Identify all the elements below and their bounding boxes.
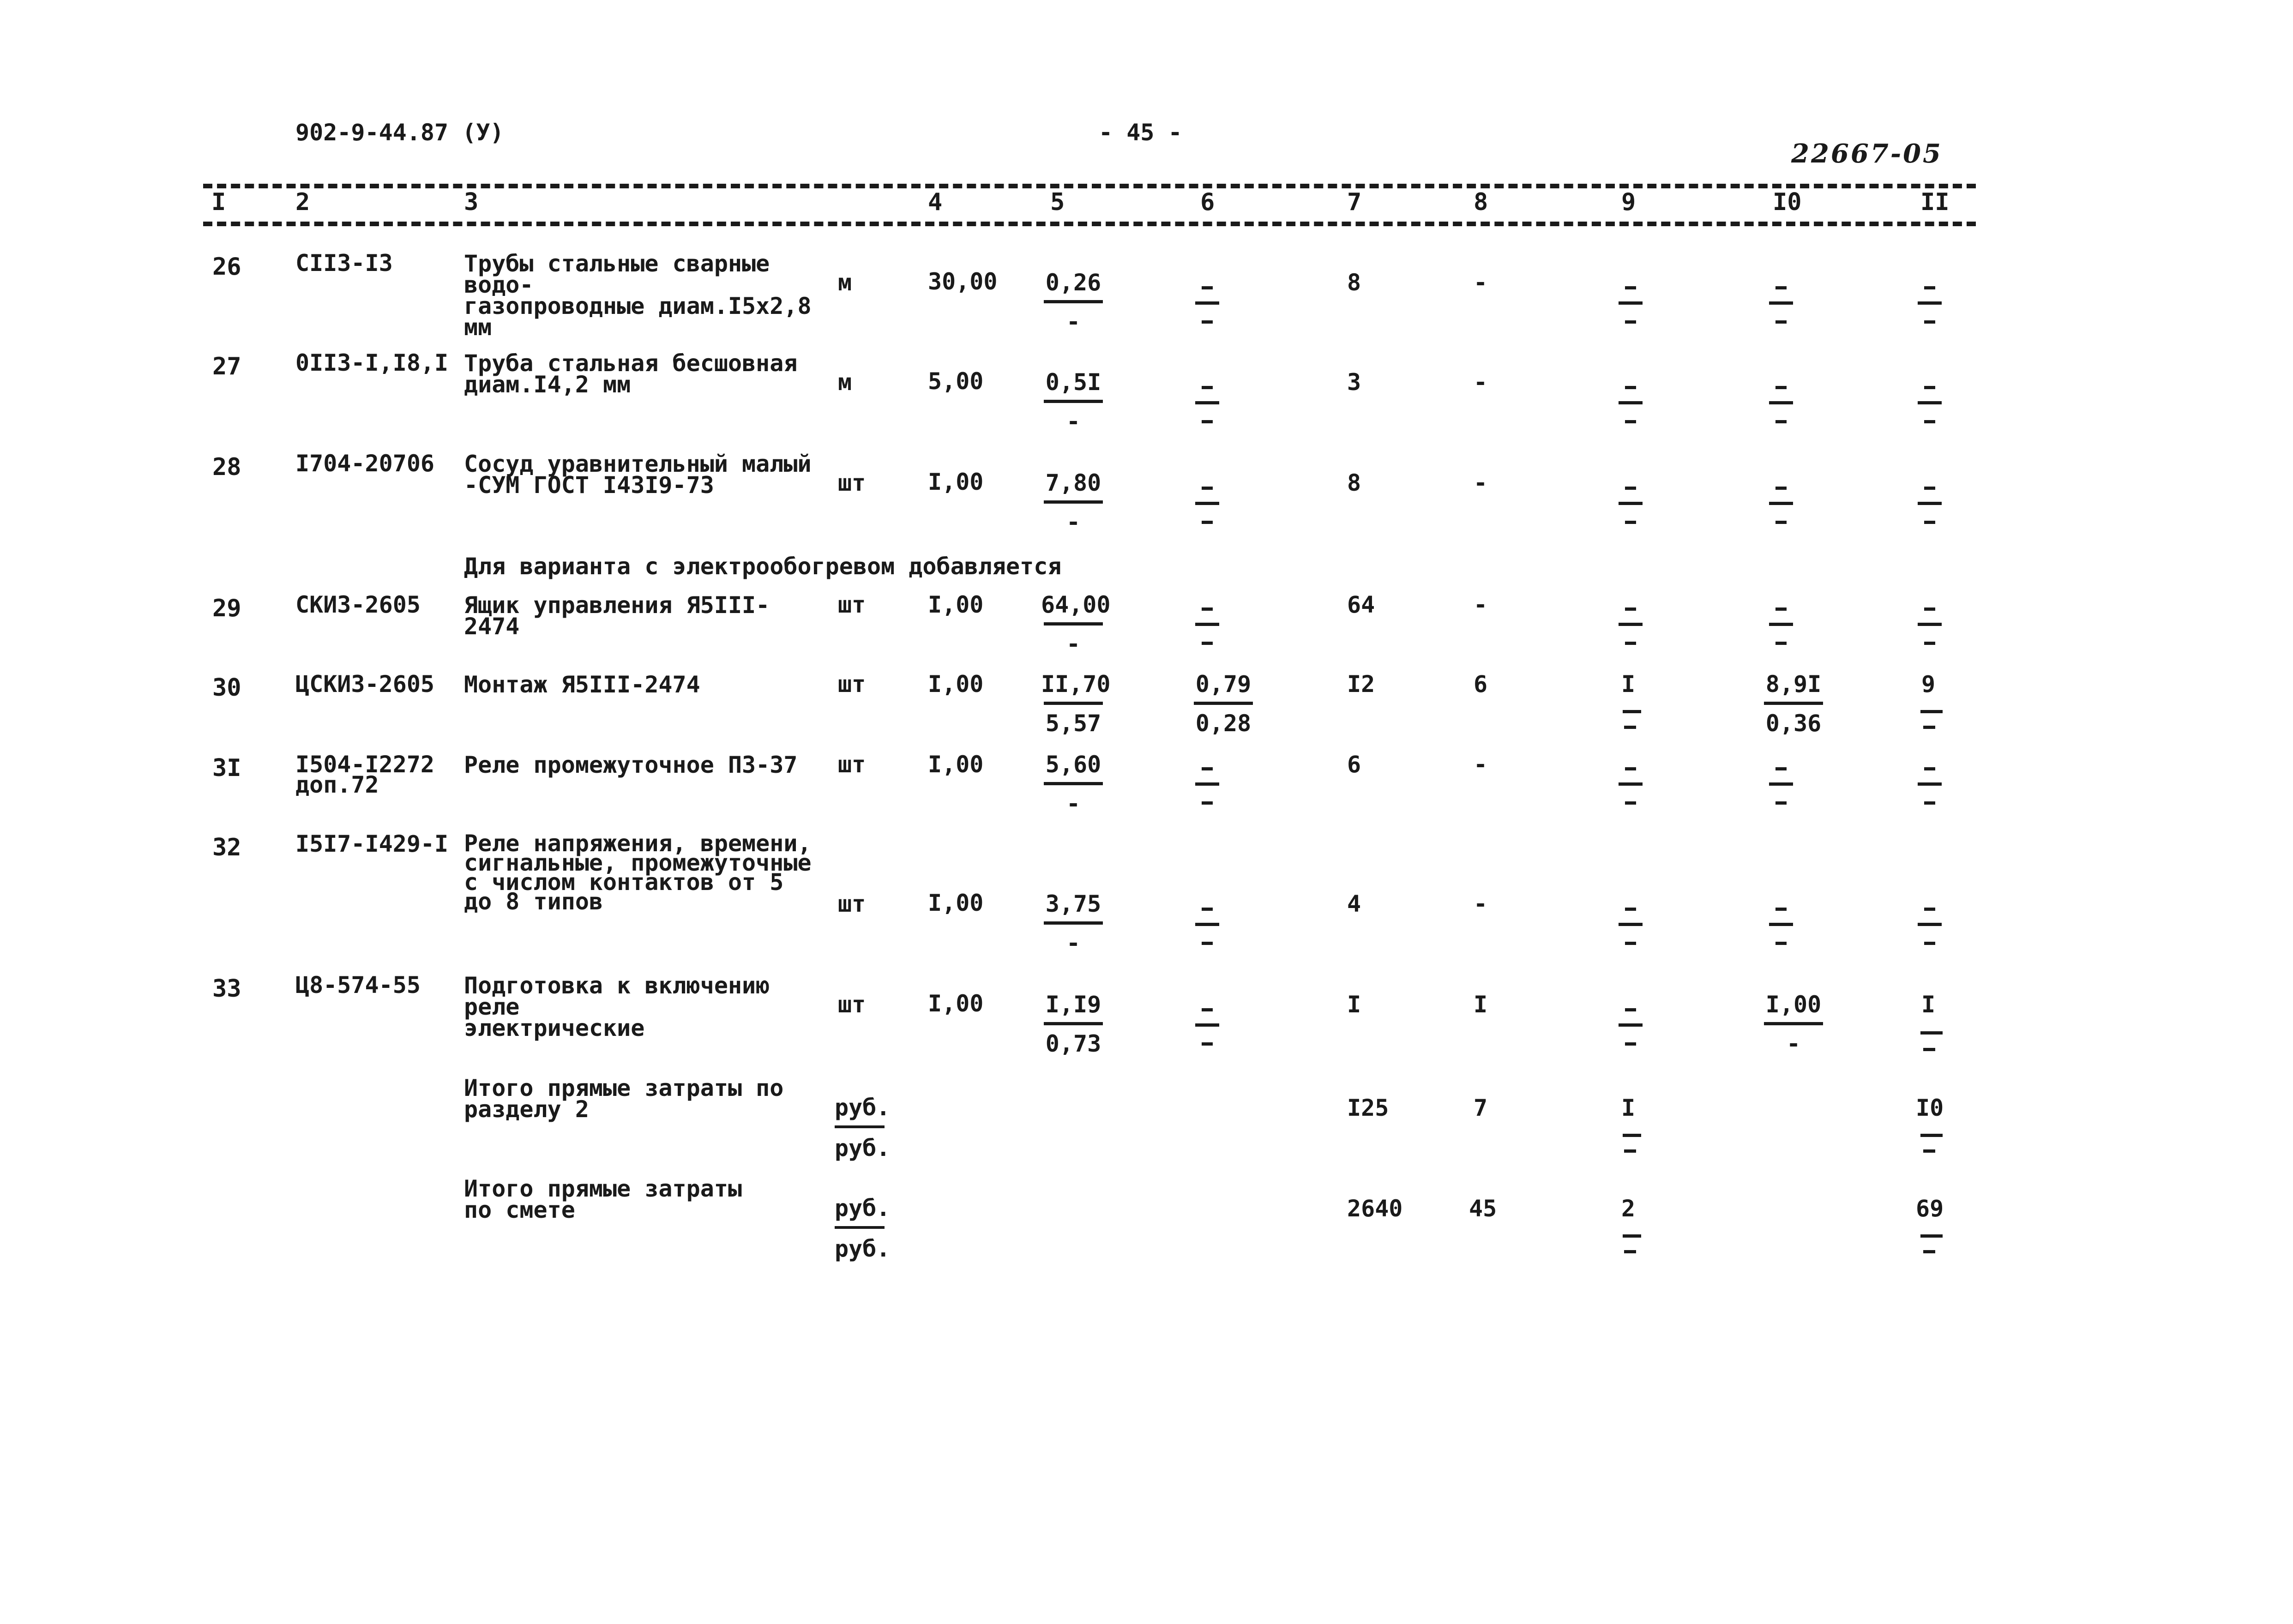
col11-bottom-dash <box>1923 1149 1935 1153</box>
row-name: Сосуд уравнительный малый -СУМ ГОСТ I43I9-73 <box>464 451 812 499</box>
col5-bottom: - <box>1066 408 1081 435</box>
fraction-bar <box>835 1125 885 1128</box>
row-code: I504-I2272 доп.72 <box>295 751 435 798</box>
col10-dash <box>1767 276 1795 324</box>
row-col8: - <box>1474 269 1488 296</box>
row-col7: I2 <box>1347 671 1375 698</box>
col6-dash <box>1193 597 1221 645</box>
row-col6-fraction <box>1191 672 1256 735</box>
row-number: 26 <box>212 253 241 281</box>
row-col5-fraction <box>1041 671 1111 737</box>
total-col9: 2 <box>1621 1195 1636 1222</box>
row-name: Трубы стальные сварные водо- газопроводные диам.I5x2,8 мм <box>464 250 812 341</box>
total-col11: I0 <box>1916 1095 1944 1121</box>
col5-bottom: - <box>1066 790 1081 817</box>
row-quantity: I,00 <box>928 990 984 1017</box>
row-name: Ящик управления Я5III-2474 <box>464 592 770 640</box>
total-col7: 2640 <box>1347 1195 1403 1222</box>
col9-dash <box>1617 998 1644 1046</box>
row-col10-fraction <box>1761 992 1826 1056</box>
col10-top: I,00 <box>1765 991 1822 1018</box>
total-unit-fraction <box>835 1096 890 1160</box>
col11-bottom-dash <box>1923 1048 1935 1051</box>
fraction-bar <box>1194 702 1253 705</box>
total-col8: 45 <box>1469 1195 1497 1222</box>
row-col7: 64 <box>1347 591 1375 618</box>
row-name: Монтаж Я5III-2474 <box>464 671 700 698</box>
total-label: Итого прямые затраты по разделу 2 <box>464 1075 784 1123</box>
variant-note: Для варианта с электрообогревом добавляется <box>464 553 1062 580</box>
row-quantity: I,00 <box>928 671 984 698</box>
col5-bottom: - <box>1066 930 1081 956</box>
column-header-9: 9 <box>1621 188 1636 216</box>
row-number: 33 <box>212 975 241 1003</box>
total-unit-top: руб. <box>835 1094 891 1121</box>
col11-dash <box>1916 376 1944 423</box>
row-unit: шт <box>838 991 866 1018</box>
column-header-6: 6 <box>1200 188 1215 216</box>
col11-bottom-dash <box>1920 1031 1943 1035</box>
col9-bottom-dash <box>1623 1234 1641 1238</box>
row-col5-fraction <box>1041 471 1106 534</box>
row-number: 3I <box>212 754 241 782</box>
row-col8: 6 <box>1474 671 1488 698</box>
total-unit-bottom: руб. <box>835 1135 891 1161</box>
row-col7: 8 <box>1347 269 1361 296</box>
row-col9: I <box>1621 671 1636 698</box>
column-header-7: 7 <box>1347 188 1362 216</box>
col9-bottom-dash <box>1623 710 1641 713</box>
col5-bottom: - <box>1066 509 1081 535</box>
row-col7: 4 <box>1347 890 1361 917</box>
archive-number: 22667-05 <box>1791 138 1943 169</box>
col5-top: 0,26 <box>1045 269 1101 296</box>
fraction-bar <box>1044 400 1103 403</box>
row-code: СКИ3-2605 <box>295 591 421 618</box>
row-col8: I <box>1474 991 1488 1018</box>
col5-top: 3,75 <box>1045 890 1101 917</box>
column-header-10: I0 <box>1773 188 1802 216</box>
column-header-3: 3 <box>464 188 479 216</box>
row-unit: шт <box>838 591 866 618</box>
col9-bottom-dash <box>1624 1149 1636 1153</box>
col5-top: I,I9 <box>1045 991 1101 1018</box>
col5-top: 7,80 <box>1045 469 1101 496</box>
col11-bottom-dash <box>1920 710 1943 713</box>
row-col8: - <box>1474 369 1488 396</box>
row-quantity: I,00 <box>928 591 984 618</box>
total-col8: 7 <box>1474 1095 1488 1121</box>
row-unit: м <box>838 269 852 296</box>
row-quantity: I,00 <box>928 751 984 778</box>
total-unit-fraction <box>835 1197 890 1260</box>
col6-dash <box>1193 476 1221 524</box>
col11-dash <box>1916 276 1944 324</box>
row-col8: - <box>1474 751 1488 778</box>
header-bottom-rule <box>203 222 1976 226</box>
column-header-11: II <box>1920 188 1950 216</box>
fraction-bar <box>1044 782 1103 785</box>
row-col7: 6 <box>1347 751 1361 778</box>
col5-bottom: 5,57 <box>1045 710 1101 737</box>
col6-dash <box>1193 276 1221 324</box>
col10-dash <box>1767 897 1795 945</box>
document-code: 902-9-44.87 (У) <box>295 119 504 146</box>
col11-bottom-dash <box>1920 1234 1943 1238</box>
col9-dash <box>1617 757 1644 805</box>
col10-dash <box>1767 376 1795 423</box>
total-col9: I <box>1621 1095 1636 1121</box>
row-col11: 9 <box>1921 671 1936 698</box>
col5-bottom: - <box>1066 631 1081 657</box>
row-col5-fraction <box>1041 591 1111 657</box>
row-col8: - <box>1474 591 1488 618</box>
col9-dash <box>1617 476 1644 524</box>
row-unit: м <box>838 369 852 396</box>
fraction-bar <box>1044 1022 1103 1025</box>
row-unit: шт <box>838 469 866 496</box>
column-header-2: 2 <box>295 188 310 216</box>
row-quantity: I,00 <box>928 890 984 916</box>
row-number: 28 <box>212 453 241 481</box>
row-col8: - <box>1474 890 1488 917</box>
col6-top: 0,79 <box>1195 671 1252 698</box>
col6-dash <box>1193 897 1221 945</box>
col9-bottom-dash <box>1623 1134 1641 1137</box>
col5-top: 5,60 <box>1045 751 1101 778</box>
row-number: 27 <box>212 353 241 380</box>
row-quantity: I,00 <box>928 469 984 495</box>
row-code: Ц8-574-55 <box>295 972 421 998</box>
col11-dash <box>1916 757 1944 805</box>
fraction-bar <box>835 1226 885 1229</box>
total-label: Итого прямые затраты по смете <box>464 1175 742 1223</box>
col5-top: 0,5I <box>1045 369 1101 396</box>
col5-bottom: 0,73 <box>1045 1030 1101 1057</box>
col10-bottom: 0,36 <box>1765 710 1822 737</box>
row-name: Труба стальная бесшовная диам.I4,2 мм <box>464 350 798 398</box>
total-col11: 69 <box>1916 1195 1944 1222</box>
fraction-bar <box>1764 702 1823 705</box>
fraction-bar <box>1044 300 1103 303</box>
row-col10-fraction <box>1761 672 1826 735</box>
col9-bottom-dash <box>1624 1250 1636 1253</box>
col5-top: 64,00 <box>1041 591 1111 618</box>
row-col5-fraction <box>1041 752 1106 816</box>
col9-bottom-dash <box>1624 726 1636 729</box>
row-code: I704-20706 <box>295 450 435 477</box>
fraction-bar <box>1044 500 1103 504</box>
col9-dash <box>1617 376 1644 423</box>
row-name: Реле напряжения, времени, сигнальные, промежуточные с числом контактов от 5 до 8 типов <box>464 830 812 915</box>
col5-top: II,70 <box>1041 671 1111 698</box>
col10-dash <box>1767 597 1795 645</box>
fraction-bar <box>1044 702 1103 705</box>
col9-dash <box>1617 897 1644 945</box>
col6-dash <box>1193 757 1221 805</box>
row-col7: I <box>1347 991 1361 1018</box>
col10-top: 8,9I <box>1765 671 1822 698</box>
header-top-rule <box>203 184 1976 188</box>
row-col7: 3 <box>1347 369 1361 396</box>
row-quantity: 30,00 <box>928 268 998 295</box>
total-unit-top: руб. <box>835 1195 891 1221</box>
total-col7: I25 <box>1347 1095 1389 1121</box>
col6-dash <box>1193 376 1221 423</box>
fraction-bar <box>1764 1022 1823 1025</box>
row-col5-fraction <box>1041 370 1106 433</box>
row-unit: шт <box>838 890 866 917</box>
col11-bottom-dash <box>1923 726 1935 729</box>
row-number: 29 <box>212 595 241 622</box>
row-unit: шт <box>838 751 866 778</box>
row-col5-fraction <box>1041 271 1106 334</box>
col9-dash <box>1617 597 1644 645</box>
column-header-5: 5 <box>1050 188 1065 216</box>
column-header-8: 8 <box>1474 188 1488 216</box>
col6-dash <box>1193 998 1221 1046</box>
row-col7: 8 <box>1347 469 1361 496</box>
col9-dash <box>1617 276 1644 324</box>
row-code: I5I7-I429-I <box>295 830 449 857</box>
row-col8: - <box>1474 469 1488 496</box>
row-name: Реле промежуточное ПЗ-37 <box>464 752 798 778</box>
row-quantity: 5,00 <box>928 368 984 395</box>
col11-dash <box>1916 476 1944 524</box>
row-number: 32 <box>212 834 241 861</box>
fraction-bar <box>1044 921 1103 925</box>
col5-bottom: - <box>1066 308 1081 335</box>
fraction-bar <box>1044 622 1103 626</box>
col10-bottom: - <box>1786 1030 1801 1057</box>
column-header-1: I <box>211 188 226 216</box>
row-unit: шт <box>838 671 866 698</box>
row-code: CII3-I3 <box>295 250 393 277</box>
col11-bottom-dash <box>1920 1134 1943 1137</box>
row-col11: I <box>1921 991 1936 1018</box>
row-col5-fraction <box>1041 892 1106 955</box>
col10-dash <box>1767 476 1795 524</box>
row-code: ЦСКИ3-2605 <box>295 671 435 698</box>
col10-dash <box>1767 757 1795 805</box>
col11-dash <box>1916 897 1944 945</box>
total-unit-bottom: руб. <box>835 1235 891 1262</box>
col11-dash <box>1916 597 1944 645</box>
row-number: 30 <box>212 674 241 702</box>
page-number: - 45 - <box>1099 119 1182 146</box>
row-code: 0II3-I,I8,I <box>295 349 449 376</box>
row-col5-fraction <box>1041 992 1106 1056</box>
row-name: Подготовка к включению реле электрические <box>464 972 770 1041</box>
col6-bottom: 0,28 <box>1195 710 1252 737</box>
column-header-4: 4 <box>928 188 943 216</box>
col11-bottom-dash <box>1923 1250 1935 1253</box>
